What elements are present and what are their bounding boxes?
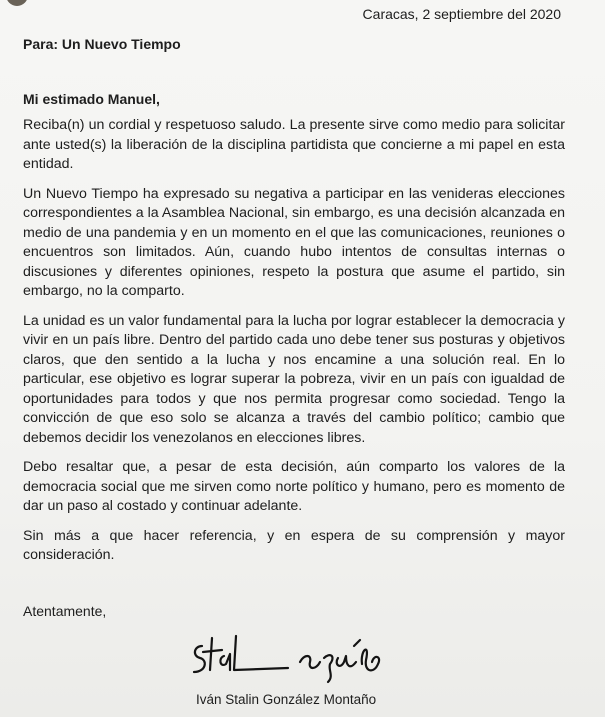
letter-recipient: Para: Un Nuevo Tiempo [23,36,181,52]
body-paragraph-4: Debo resaltar que, a pesar de esta decisión, aún comparto los valores de la democracia social que me sirven como norte político y humano, pero es momento de dar un paso al costado y continuar adelante. [23,459,565,514]
body-paragraph-3: La unidad es un valor fundamental para la lucha por lograr establecer la democracia y vivir en un país libre. Dentro del partido cada uno debe tener sus posturas y objetivos claros, que den sentido a la lucha y nos encamine a una solución real. En lo particular, ese objetivo es lograr superar la pobreza, vivir en un país con igualdad de oportunidades para todos y que nos permita progresar como sociedad. Tengo la convicción de que eso solo se alcanza a través del cambio político; cambio que debemos decidir los venezolanos en elecciones libres. [23,312,565,446]
body-paragraph-1: Reciba(n) un cordial y respetuoso saludo. La presente sirve como medio para solicitar ante usted(s) la liberación de la disciplina partidista que concierne a mi papel en esta entidad. [23,117,565,172]
letter-date: Caracas, 2 septiembre del 2020 [362,6,561,22]
body-paragraph-2: Un Nuevo Tiempo ha expresado su negativa a participar en las venideras elecciones correspondientes a la Asamblea Nacional, sin embargo, es una decisión alcanzada en medio de una pandemia y en un momento en el que las comunicaciones, reuniones o encuentros son limitados. Aún, cuando hubo intentos de consultas internas o discusiones y diferentes opiniones, respeto la postura que asume el partido, sin embargo, no la comparto. [23,185,565,299]
letter-greeting: Mi estimado Manuel, [23,91,160,107]
signer-name: Iván Stalin González Montaño [196,692,377,707]
letterhead-logo-fragment [6,0,28,6]
letter-closing: Atentamente, [23,603,107,619]
body-paragraph-5: Sin más a que hacer referencia, y en espera de su comprensión y mayor consideración. [23,527,565,563]
letter-body [23,116,565,576]
handwritten-signature [188,632,393,687]
